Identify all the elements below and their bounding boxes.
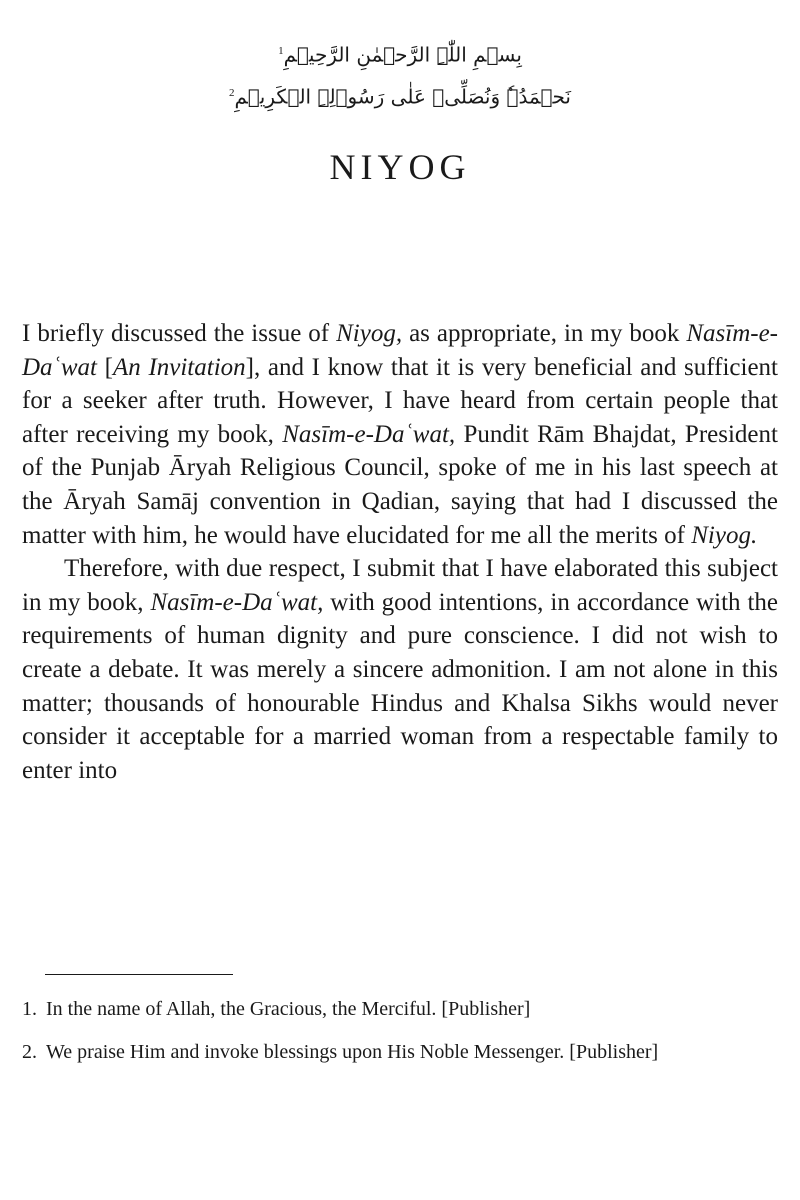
body-text (22, 317, 778, 787)
book-title: Nasīm-e-Daʿwat (22, 320, 778, 381)
text-run: Pundit Rām Bhajdat, President of the Punjab Āryah Religious Council, spoke of me in his last speech at the Āryah Samāj convention in Qadian, saying that had I discussed the matter with him, he would have elucidated for me all the merits of (22, 420, 778, 549)
text-run: ], and I know that it is very beneficial and sufficient for a seeker after truth. However, I have heard from certain people that after receiving my book, (22, 353, 778, 448)
book-title: Nasīm-e-Daʿwat, (150, 588, 324, 616)
bismillah-line (0, 38, 800, 68)
bismillah-text: بِسۡمِ اللّٰہِ الرَّحۡمٰنِ الرَّحِیۡمِ (283, 42, 522, 67)
footnote-ref-2: 2 (228, 87, 235, 99)
footnote-ref-1: 1 (278, 45, 284, 57)
salutation-text: نَحۡمَدُہٗ وَنُصَلِّیۡ عَلٰی رَسُوۡلِہِ الۡکَرِیۡمِ (234, 84, 571, 109)
footnote-text: We praise Him and invoke blessings upon His Noble Messenger. [Publisher] (46, 1041, 659, 1063)
italic-term: Niyog. (691, 521, 758, 549)
salutation-line (0, 80, 800, 110)
book-title: Nasīm-e-Daʿwat, (282, 420, 456, 448)
text-run: with good intentions, in accordance with the requirements of human dignity and pure conscience. I did not wish to create a debate. It was merely a sincere admonition. I am not alone in this matter; thousands of honourable Hindus and Khalsa Sikhs would never consider it acceptable for a married woman from a respectable family to enter into (22, 588, 778, 784)
footnote-1 (22, 996, 778, 1023)
text-run: Therefore, with due respect, I submit that I have elaborated this subject in my book, (22, 555, 778, 616)
book-title-translation: An Invitation (113, 353, 246, 381)
text-run: as appropriate, in my book (402, 320, 687, 347)
footnote-text: In the name of Allah, the Gracious, the Merciful. [Publisher] (46, 998, 531, 1020)
chapter-title: NIYOG (329, 147, 471, 187)
paragraph-1 (22, 317, 778, 552)
paragraph-2 (22, 552, 778, 787)
footnote-divider (45, 974, 233, 975)
footnote-number: 2. (22, 1041, 37, 1063)
italic-term: Niyog, (336, 320, 403, 347)
footnote-number: 1. (22, 998, 37, 1020)
text-run: [ (97, 353, 113, 381)
text-run: I briefly discussed the issue of (22, 320, 337, 347)
footnote-2 (22, 1039, 778, 1066)
